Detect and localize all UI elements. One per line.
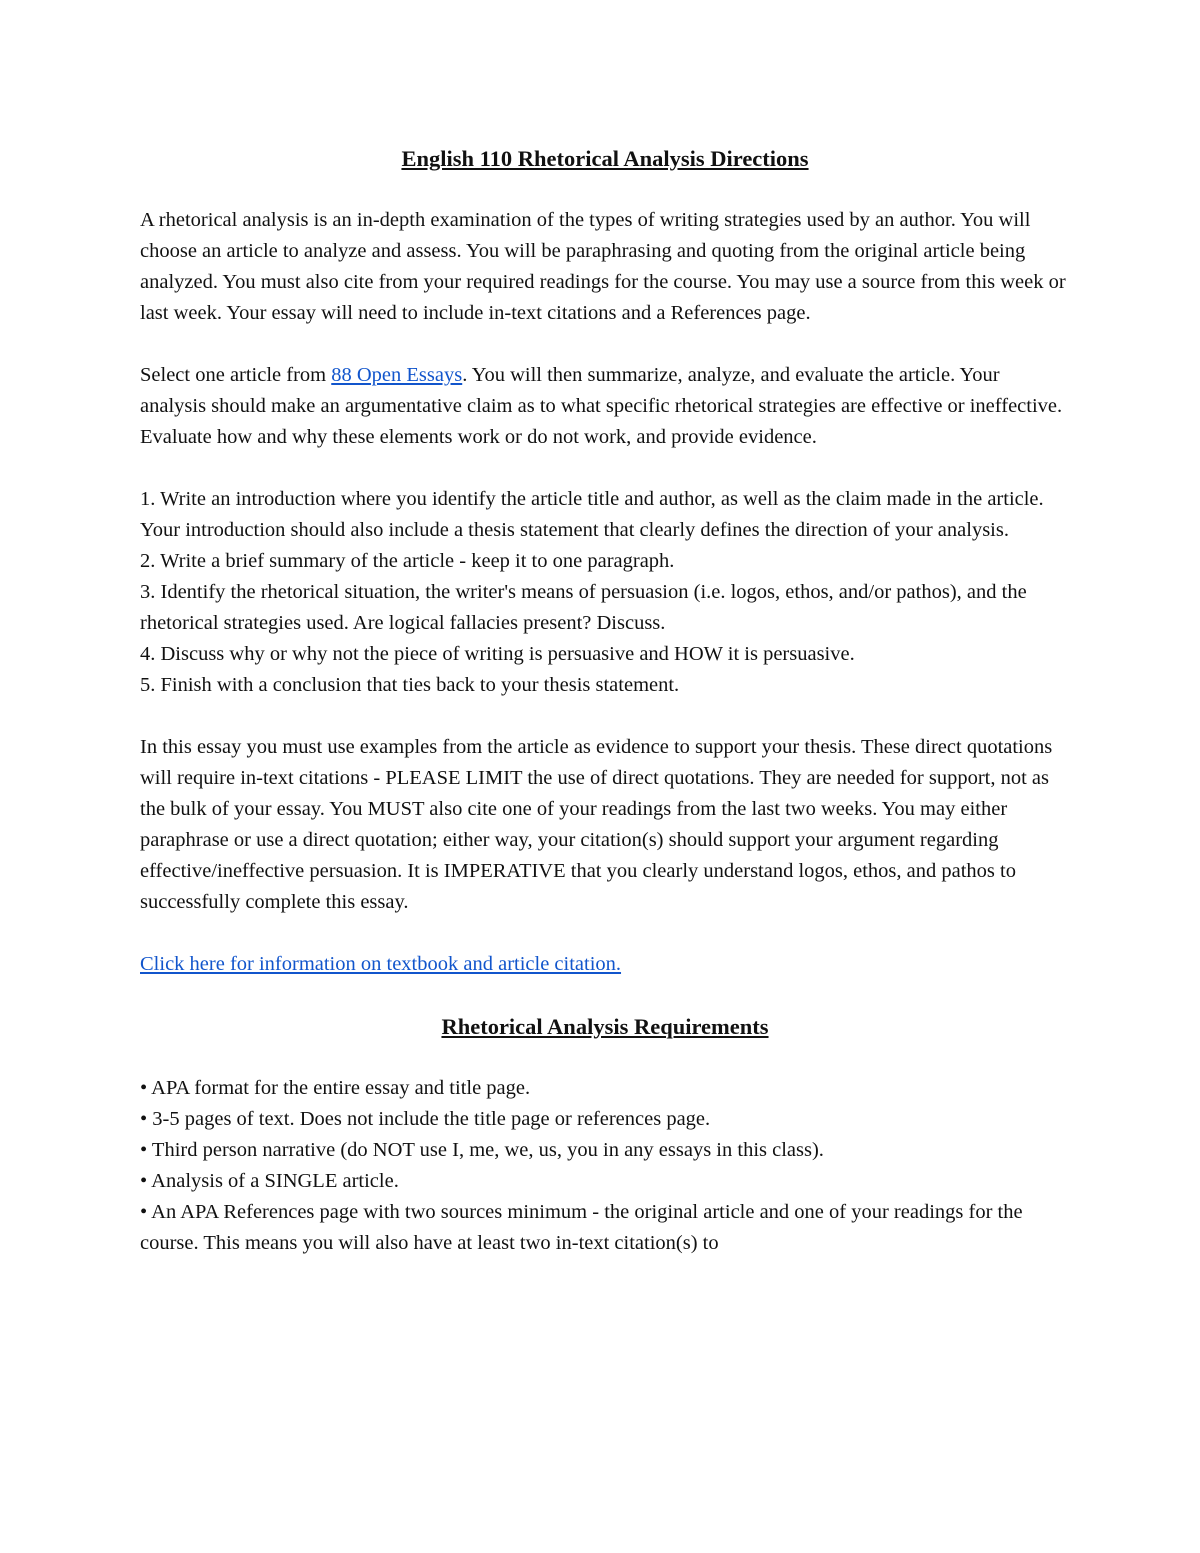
citation-info-link[interactable]: Click here for information on textbook and article citation. — [140, 953, 622, 975]
select-text-before: Select one article from — [140, 364, 332, 386]
open-essays-link[interactable]: 88 Open Essays — [331, 364, 463, 386]
evidence-paragraph: In this essay you must use examples from the article as evidence to support your thesis. These direct quotations will require in-text citations - PLEASE LIMIT the use of direct quotations. They are needed for support, not as the bulk of your essay. You MUST also cite one of your readings from the last two weeks. You may either paraphrase or use a direct quotation; either way, your citation(s) should support your argument regarding effective/ineffective persuasion. It is IMPERATIVE that you clearly understand logos, ethos, and pathos to successfully complete this essay. — [140, 736, 1053, 913]
select-text-after: . You will then summarize, analyze, and evaluate the article. Your analysis should make an argumentative claim as to what specific rhetorical strategies are effective or ineffective. Evaluate how and why these elements work or do not work, and provide evidence. — [140, 364, 1063, 448]
steps-list — [140, 484, 1070, 701]
requirement-item: • An APA References page with two sources minimum - the original article and one of your readings for the course. This means you will also have at least two in-text citation(s) to — [140, 1201, 1023, 1254]
step-item: 4. Discuss why or why not the piece of writing is persuasive and HOW it is persuasive. — [140, 643, 855, 665]
step-item: 3. Identify the rhetorical situation, the writer's means of persuasion (i.e. logos, ethos, and/or pathos), and the rhetorical strategies used. Are logical fallacies present? Discuss. — [140, 581, 1027, 634]
step-item: 2. Write a brief summary of the article - keep it to one paragraph. — [140, 550, 675, 572]
page-title: English 110 Rhetorical Analysis Directions — [401, 146, 809, 171]
step-item: 1. Write an introduction where you identify the article title and author, as well as the claim made in the article. Your introduction should also include a thesis statement that clearly defines the direction of your analysis. — [140, 488, 1044, 541]
requirement-item: • Analysis of a SINGLE article. — [140, 1170, 399, 1192]
intro-paragraph: A rhetorical analysis is an in-depth examination of the types of writing strategies used by an author. You will choose an article to analyze and assess. You will be paraphrasing and quoting from the original article being analyzed. You must also cite from your required readings for the course. You may use a source from this week or last week. Your essay will need to include in-text citations and a References page. — [140, 209, 1066, 324]
document-content — [140, 143, 1070, 1259]
requirement-item: • APA format for the entire essay and title page. — [140, 1077, 531, 1099]
requirement-item: • Third person narrative (do NOT use I, me, we, us, you in any essays in this class). — [140, 1139, 824, 1161]
select-paragraph — [140, 360, 1070, 453]
step-item: 5. Finish with a conclusion that ties back to your thesis statement. — [140, 674, 680, 696]
requirement-item: • 3-5 pages of text. Does not include the title page or references page. — [140, 1108, 711, 1130]
requirements-heading: Rhetorical Analysis Requirements — [441, 1014, 769, 1039]
requirements-list — [140, 1073, 1070, 1259]
